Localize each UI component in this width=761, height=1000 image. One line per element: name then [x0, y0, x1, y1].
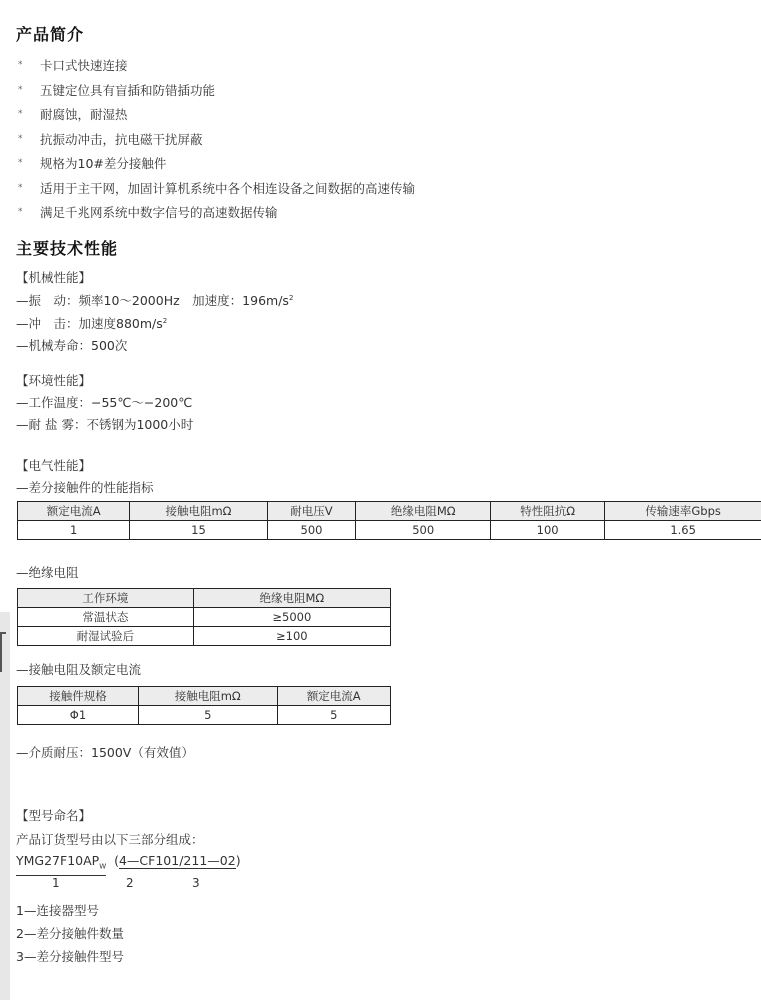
intro-bullet: * 耐腐蚀，耐湿热 — [18, 107, 128, 123]
table-cell: 100 — [490, 521, 604, 540]
table-header-row — [18, 687, 391, 706]
table-header-row — [18, 589, 391, 608]
naming-legend-item: 2—差分接触件数量 — [16, 926, 124, 941]
table-header-cell: 额定电流A — [277, 687, 390, 706]
table-header-cell: 接触电阻mΩ — [138, 687, 277, 706]
bullet-icon: * — [18, 182, 23, 193]
table-header-cell: 工作环境 — [18, 589, 194, 608]
insulation-caption: —绝缘电阻 — [16, 565, 79, 580]
naming-legend-item: 1—连接器型号 — [16, 903, 99, 918]
shock-line: —冲 击：加速度$880m/s^2$ — [16, 316, 168, 331]
side-tab-mark — [0, 632, 6, 672]
naming-legend-item: 3—差分接触件型号 — [16, 949, 124, 964]
intro-bullet-list — [18, 53, 415, 225]
table-row — [18, 706, 391, 725]
table-cell: ≥5000 — [193, 608, 390, 627]
table-cell: 500 — [356, 521, 491, 540]
bullet-icon: * — [18, 133, 23, 144]
table-header-cell: 接触件规格 — [18, 687, 139, 706]
electrical-heading: 【电气性能】 — [16, 458, 92, 473]
temperature-line: —工作温度：−55℃～−200℃ — [16, 395, 193, 410]
table-cell: 1.65 — [605, 521, 761, 540]
naming-heading: 【型号命名】 — [16, 808, 92, 823]
intro-bullet: * 适用于主干网，加固计算机系统中各个相连设备之间数据的高速传输 — [18, 180, 416, 196]
intro-title: 产品简介 — [16, 25, 85, 44]
dielectric-line: —介质耐压：1500V（有效值） — [16, 745, 194, 760]
environmental-heading: 【环境性能】 — [16, 373, 92, 388]
table-header-cell: 绝缘电阻MΩ — [193, 589, 390, 608]
table-header-cell: 传输速率Gbps — [605, 502, 761, 521]
contact-table — [17, 686, 391, 725]
bullet-icon: * — [18, 84, 23, 95]
model-part-number: 1 — [52, 876, 60, 890]
model-part-3: —CF101/211—02 — [126, 853, 236, 868]
table-cell: 500 — [267, 521, 356, 540]
diff-caption: —差分接触件的性能指标 — [16, 480, 154, 495]
bullet-icon: * — [18, 60, 23, 71]
contact-caption: —接触电阻及额定电流 — [16, 662, 142, 677]
mechanical-life-line: —机械寿命：500次 — [16, 338, 128, 353]
salt-spray-line: —耐 盐 雾：不锈钢为1000小时 — [16, 417, 194, 432]
model-part-1: $YMG27F10AP_W$ — [16, 853, 106, 876]
table-header-cell: 额定电流A — [18, 502, 130, 521]
table-row — [18, 521, 761, 540]
table-cell: 常温状态 — [18, 608, 194, 627]
intro-bullet: * 五键定位具有盲插和防错插功能 — [18, 82, 216, 98]
model-code — [16, 853, 241, 876]
table-header-row — [18, 502, 761, 521]
table-cell: ≥100 — [193, 627, 390, 646]
bullet-icon: * — [18, 109, 23, 120]
intro-bullet: * 规格为10#差分接触件 — [18, 156, 167, 172]
table-header-cell: 特性阻抗Ω — [490, 502, 604, 521]
table-cell: 1 — [18, 521, 130, 540]
model-part-number: 3 — [192, 876, 200, 890]
table-cell: 15 — [130, 521, 267, 540]
diff-contact-table — [17, 501, 761, 540]
paren-close: ) — [235, 853, 241, 868]
bullet-icon: * — [18, 207, 23, 218]
insulation-table — [17, 588, 391, 646]
table-header-cell: 绝缘电阻MΩ — [356, 502, 491, 521]
bullet-icon: * — [18, 158, 23, 169]
table-row — [18, 608, 391, 627]
table-cell: 5 — [277, 706, 390, 725]
vibration-line: —振 动：频率10～2000Hz 加速度：$196m/s^2$ — [16, 293, 294, 308]
table-cell: 耐湿试验后 — [18, 627, 194, 646]
intro-bullet: * 抗振动冲击，抗电磁干扰屏蔽 — [18, 131, 203, 147]
model-part-number: 2 — [126, 876, 134, 890]
intro-bullet: * 满足千兆网系统中数字信号的高速数据传输 — [18, 205, 278, 221]
naming-intro: 产品订货型号由以下三部分组成： — [16, 832, 204, 847]
table-header-cell: 耐电压V — [267, 502, 356, 521]
paren-open: ( — [114, 853, 119, 868]
table-cell: Φ1 — [18, 706, 139, 725]
table-cell: 5 — [138, 706, 277, 725]
tech-title: 主要技术性能 — [16, 239, 119, 258]
table-row — [18, 627, 391, 646]
mechanical-heading: 【机械性能】 — [16, 270, 92, 285]
intro-bullet: * 卡口式快速连接 — [18, 58, 128, 74]
table-header-cell: 接触电阻mΩ — [130, 502, 267, 521]
model-part-2: 4 — [118, 853, 127, 868]
